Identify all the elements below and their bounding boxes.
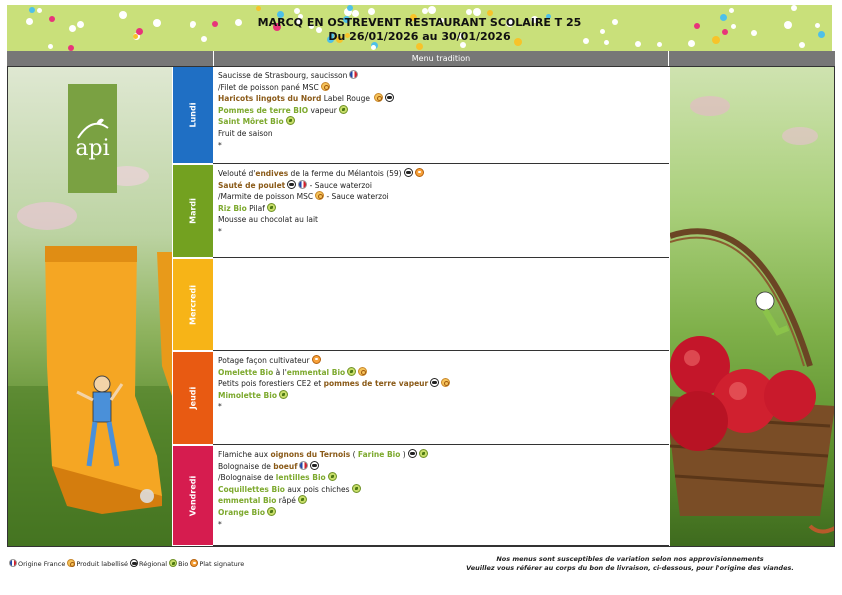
label-icon: [321, 82, 330, 91]
bio-icon: [169, 559, 177, 567]
bio-icon: [352, 484, 361, 493]
column-header-label: Menu tradition: [213, 51, 669, 66]
highlighted-text: Saint Môret Bio: [218, 117, 284, 127]
confetti-dot: [428, 6, 436, 14]
highlighted-text: Coquillettes Bio: [218, 484, 285, 494]
menu-text: Bolognaise de: [218, 461, 274, 471]
day-label: Mardi: [188, 198, 198, 224]
restaurant-title: MARCQ EN OSTREVENT RESTAURANT SCOLAIRE T 25: [257, 16, 582, 29]
menu-line: [218, 519, 664, 531]
menu-cell-jeudi: [213, 351, 669, 445]
highlighted-text: Sauté de poulet: [218, 180, 286, 190]
menu-line: [218, 472, 664, 484]
menu-text: Pilaf: [246, 203, 265, 213]
menu-text: à l': [273, 367, 287, 377]
legend-label: Régional: [139, 560, 168, 568]
menu-text: Fruit de saison: [218, 128, 273, 138]
confetti-dot: [37, 8, 42, 13]
regional-icon: [310, 461, 319, 470]
highlighted-text: emmental Bio: [286, 367, 346, 377]
bio-icon: [279, 390, 288, 399]
highlighted-text: Farine Bio: [357, 450, 401, 459]
menu-line: [218, 128, 664, 140]
bio-icon: [347, 367, 356, 376]
menu-text: râpé: [276, 496, 296, 506]
menu-line: [218, 168, 664, 180]
menu-line: [218, 116, 664, 128]
confetti-dot: [422, 8, 428, 14]
legend-label: Origine France: [18, 560, 66, 568]
menu-text: vapeur: [308, 105, 337, 115]
confetti-dot: [416, 43, 423, 50]
confetti-dot: [48, 44, 53, 49]
highlighted-text: emmental Bio: [218, 496, 277, 506]
regional-icon: [404, 168, 413, 177]
menu-text: Petits pois forestiers CE2 et: [218, 379, 324, 389]
menu-line: [218, 180, 664, 192]
legend-item: [9, 560, 65, 568]
menu-text: aux pois chiches: [284, 484, 350, 494]
day-band-mercredi: [173, 259, 213, 350]
highlighted-text: Pommes de terre BIO: [218, 105, 309, 115]
label-icon: [441, 378, 450, 387]
week-dates: Du 26/01/2026 au 30/01/2026: [328, 30, 511, 43]
day-band-mardi: [173, 165, 213, 257]
menu-text: Potage façon cultivateur: [218, 356, 310, 365]
label-icon: [358, 367, 367, 376]
regional-icon: [130, 559, 138, 567]
day-band-lundi: [173, 67, 213, 163]
france-flag-icon: [298, 180, 307, 189]
bio-icon: [286, 116, 295, 125]
menu-text: *: [218, 519, 222, 529]
highlighted-text: boeuf: [273, 461, 298, 471]
menu-line: [218, 461, 664, 473]
day-label: Lundi: [188, 102, 198, 128]
header-text: [7, 16, 832, 44]
legend-item: [169, 560, 188, 568]
confetti-dot: [368, 8, 375, 15]
menu-text: Flamiche aux: [218, 450, 271, 459]
confetti-dot: [371, 45, 376, 50]
highlighted-text: Orange Bio: [218, 507, 265, 517]
menu-line: [218, 226, 664, 238]
menu-line: [218, 390, 664, 402]
menu-header: [7, 5, 832, 51]
menu-text: de la ferme du Mélantois (59): [288, 169, 402, 178]
day-band-vendredi: [173, 446, 213, 545]
legend-item: [130, 560, 167, 568]
menu-line: [218, 378, 664, 390]
highlighted-text: Mimolette Bio: [218, 390, 277, 400]
menu-line: [218, 401, 664, 413]
menu-line: [218, 70, 664, 82]
bio-icon: [419, 449, 428, 458]
regional-icon: [430, 378, 439, 387]
menu-cell-mardi: [213, 164, 669, 258]
signature-dish-icon: [312, 355, 321, 364]
menu-text: *: [218, 140, 222, 150]
menu-text: Mousse au chocolat au lait: [218, 215, 318, 225]
menu-cell-vendredi: [213, 445, 669, 546]
menu-line: [218, 105, 664, 117]
disclaimer: [450, 555, 810, 573]
menu-line: [218, 367, 664, 379]
highlighted-text: endives: [255, 169, 289, 178]
menu-line: [218, 449, 664, 461]
menu-line: [218, 507, 664, 519]
menu-text: /Marmite de poisson MSC: [218, 192, 314, 202]
menu-line: [218, 93, 664, 105]
menu-text: Label Rouge: [321, 94, 373, 104]
france-flag-icon: [9, 559, 17, 567]
legend-item: [190, 560, 244, 568]
signature-dish-icon: [415, 168, 424, 177]
bio-icon: [328, 472, 337, 481]
signature-dish-icon: [190, 559, 198, 567]
highlighted-text: pommes de terre vapeur: [323, 379, 429, 389]
legend-label: Bio: [178, 560, 189, 568]
legend-label: Plat signature: [199, 560, 245, 568]
menu-text: Velouté d': [218, 169, 256, 178]
confetti-dot: [791, 5, 797, 11]
highlighted-text: lentilles Bio: [275, 473, 326, 483]
day-label: Jeudi: [188, 386, 198, 410]
menu-text: (: [350, 450, 358, 459]
bio-icon: [267, 203, 276, 212]
confetti-dot: [466, 9, 472, 15]
confetti-dot: [473, 8, 481, 16]
menu-text: *: [218, 226, 222, 236]
menu-text: /Filet de poisson pané MSC: [218, 82, 319, 92]
menu-line: [218, 355, 664, 367]
bio-icon: [298, 495, 307, 504]
menu-text: ): [400, 450, 406, 459]
menu-cell-mercredi: [213, 258, 669, 351]
legend: [9, 559, 246, 568]
menu-text: - Sauce waterzoi: [324, 192, 389, 202]
disclaimer-line-1: Nos menus sont susceptibles de variation selon nos approvisionnements: [496, 555, 764, 563]
bio-icon: [339, 105, 348, 114]
confetti-dot: [256, 6, 261, 11]
menu-line: [218, 484, 664, 496]
menu-line: [218, 140, 664, 152]
day-label: Mercredi: [188, 284, 198, 325]
menu-line: [218, 214, 664, 226]
highlighted-text: Haricots lingots du Nord: [218, 94, 322, 104]
menu-line: [218, 191, 664, 203]
confetti-dot: [29, 7, 35, 13]
confetti-dot: [347, 5, 353, 11]
logo-text: api: [75, 136, 110, 161]
legend-label: Produit labellisé: [76, 560, 129, 568]
label-icon: [374, 93, 383, 102]
regional-icon: [385, 93, 394, 102]
highlighted-text: Omelette Bio: [218, 367, 274, 377]
regional-icon: [408, 449, 417, 458]
menu-text: /Bolognaise de: [218, 473, 276, 483]
label-icon: [67, 559, 75, 567]
france-flag-icon: [349, 70, 358, 79]
france-flag-icon: [299, 461, 308, 470]
disclaimer-line-2: Veuillez vous référer au corps du bon de livraison, ci-dessous, pour l'origine des viandes.: [466, 564, 794, 572]
regional-icon: [287, 180, 296, 189]
confetti-dot: [294, 8, 300, 14]
highlighted-text: oignons du Ternois: [270, 450, 351, 459]
menu-line: [218, 495, 664, 507]
menu-line: [218, 203, 664, 215]
menu-text: Saucisse de Strasbourg, saucisson: [218, 71, 348, 80]
menu-line: [218, 82, 664, 94]
menu-text: - Sauce waterzoi: [307, 180, 372, 190]
confetti-dot: [729, 8, 734, 13]
highlighted-text: Riz Bio: [218, 203, 247, 213]
label-icon: [315, 191, 324, 200]
menu-cell-lundi: [213, 66, 669, 164]
legend-item: [67, 560, 128, 568]
bio-icon: [267, 507, 276, 516]
day-band-jeudi: [173, 352, 213, 444]
menu-text: *: [218, 402, 222, 412]
day-label: Vendredi: [188, 475, 198, 516]
